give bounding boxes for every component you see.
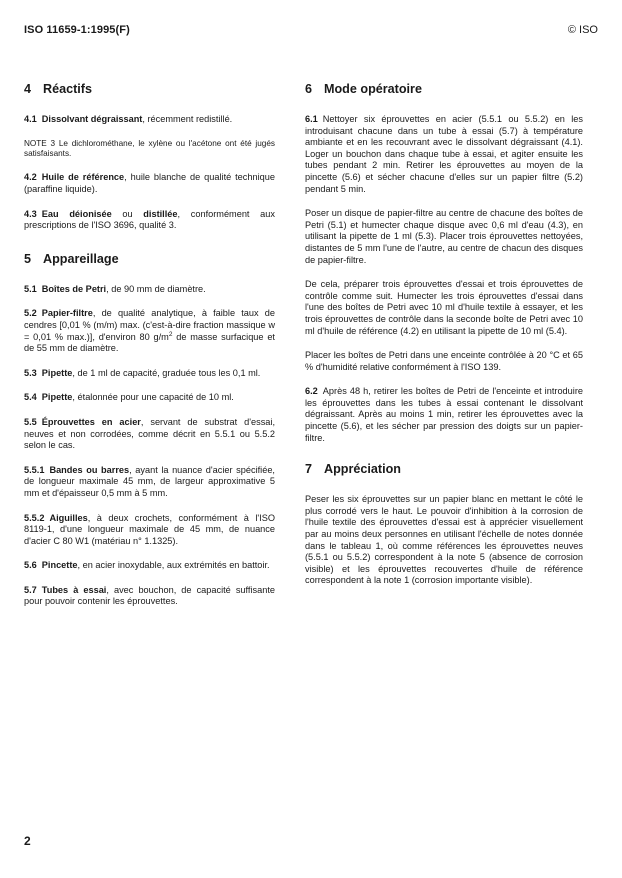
note-3: NOTE 3 Le dichlorométhane, le xylène ou l'acétone ont été jugés satisfaisants. [24,138,275,158]
para-5-3: 5.3 Pipette, de 1 ml de capacité, graduée tous les 0,1 ml. [24,367,261,378]
copyright-mark: © ISO [567,24,598,36]
para-6-1-discs: Poser un disque de papier-filtre au centre de chacune des boîtes de Petri (5.1) et humecter chaque disque avec 0,6 ml d'eau (4.3), en utilisant la pipette de 1 ml (5.3). Placer trois éprouvettes nettoyées, distantes de 5 mm l'une de l'autre, au centre de chacun des disques de papier-filtre. [305,208,583,265]
para-7: Peser les six éprouvettes sur un papier blanc en mettant le côté le plus corrodé vers le haut. Le pouvoir d'inhibition à la corrosion de l'huile textile des éprouvettes d'essai est à apprécier visuellement par au moins deux personnes en utilisant l'échelle de notes donnée dans le tableau 1, où comme références les éprouvettes neuves (5.5.1 ou 5.5.2) correspondent à la note 5 (absence de corrosion visible) et les éprouvettes recouvertes d'huile de référence correspondent à la note 1 (corrosion importante visible). [305,494,583,586]
para-5-1: 5.1 Boîtes de Petri, de 90 mm de diamètre. [24,283,206,294]
document-id: ISO 11659-1:1995(F) [24,24,130,36]
para-5-4: 5.4 Pipette, étalonnée pour une capacité de 10 ml. [24,392,234,403]
left-column [24,82,275,621]
section-7-heading: 7 Appréciation [305,462,401,477]
para-6-1: 6.1 Nettoyer six éprouvettes en acier (5.5.1 ou 5.5.2) en les introduisant chacune dans un tube à essai (5.7) à température ambiante et en les recouvrant avec le dissolvant dégraissant (4.1). Loger un bouchon dans chaque tube à essai, et agiter ensuite les tubes pendant 2 min. Retirer les éprouvettes au moyen de la pincette (5.6) et sécher chacune d'elles sur un papier filtre (5.2) pendant 5 min. [305,114,583,194]
para-4-3: 4.3 Eau déionisée ou distillée, conformément aux prescriptions de l'ISO 3696, qualité 3. [24,208,275,231]
page-number: 2 [24,834,31,848]
para-6-1-specimens: De cela, préparer trois éprouvettes d'essai et trois éprouvettes de contrôle comme suit. Humecter les trois éprouvettes d'essai dans l'une des boîtes de Petri avec 10 ml d'huile textile à essayer, et les trois éprouvettes de contrôle dans la seconde boîte de Petri avec 10 ml d'huile de référence (4.2) en utilisant la pipette de 10 ml (5.4). [305,279,583,336]
para-5-5-2: 5.5.2 Aiguilles, à deux crochets, conformément à l'ISO 8119-1, d'une longueur maximale de 45 mm, de nuance d'acier C 80 W1 (matériau n° 1.1325). [24,512,275,546]
para-6-1-conditioning: Placer les boîtes de Petri dans une enceinte contrôlée à 20 °C et 65 % d'humidité relative conformément à l'ISO 139. [305,350,583,372]
para-5-5: 5.5 Éprouvettes en acier, servant de substrat d'essai, neuves et non corrodées, comme décrit en 5.5.1 ou 5.5.2 selon le cas. [24,416,275,451]
para-5-7: 5.7 Tubes à essai, avec bouchon, de capacité suffisante pour pouvoir contenir les éprouvettes. [24,584,275,607]
para-4-2: 4.2 Huile de référence, huile blanche de qualité technique (paraffine liquide). [24,172,275,194]
para-4-1: 4.1 Dissolvant dégraissant, récemment redistillé. [24,114,233,124]
para-5-6: 5.6 Pincette, en acier inoxydable, aux extrémités en battoir. [24,560,270,571]
section-6-heading: 6 Mode opératoire [305,82,422,96]
para-5-5-1: 5.5.1 Bandes ou barres, ayant la nuance d'acier spécifiée, de longueur maximale 45 mm, de largeur approximative 5 mm et d'épaisseur 0,5 mm à 5 mm. [24,464,275,498]
section-4-heading: 4 Réactifs [24,82,92,96]
para-5-2: 5.2 Papier-filtre, de qualité analytique, à faible taux de cendres [0,01 % (m/m) max. (c'est-à-dire fraction massique w = 0,01 % max.)], d'environ 80 $g/m^2$ de masse surfacique et de 55 mm de diamètre. [24,308,275,354]
para-6-2: 6.2 Après 48 h, retirer les boîtes de Petri de l'enceinte et introduire les éprouvettes dans les tubes à essai contenant le dissolvant dégraissant. Après au moins 1 min, retirer les éprouvettes avec la pincette (5.6), et les sécher par pression des doigts sur un papier-filtre. [305,386,583,443]
section-5-heading: 5 Appareillage [24,251,119,266]
right-column [305,82,583,600]
